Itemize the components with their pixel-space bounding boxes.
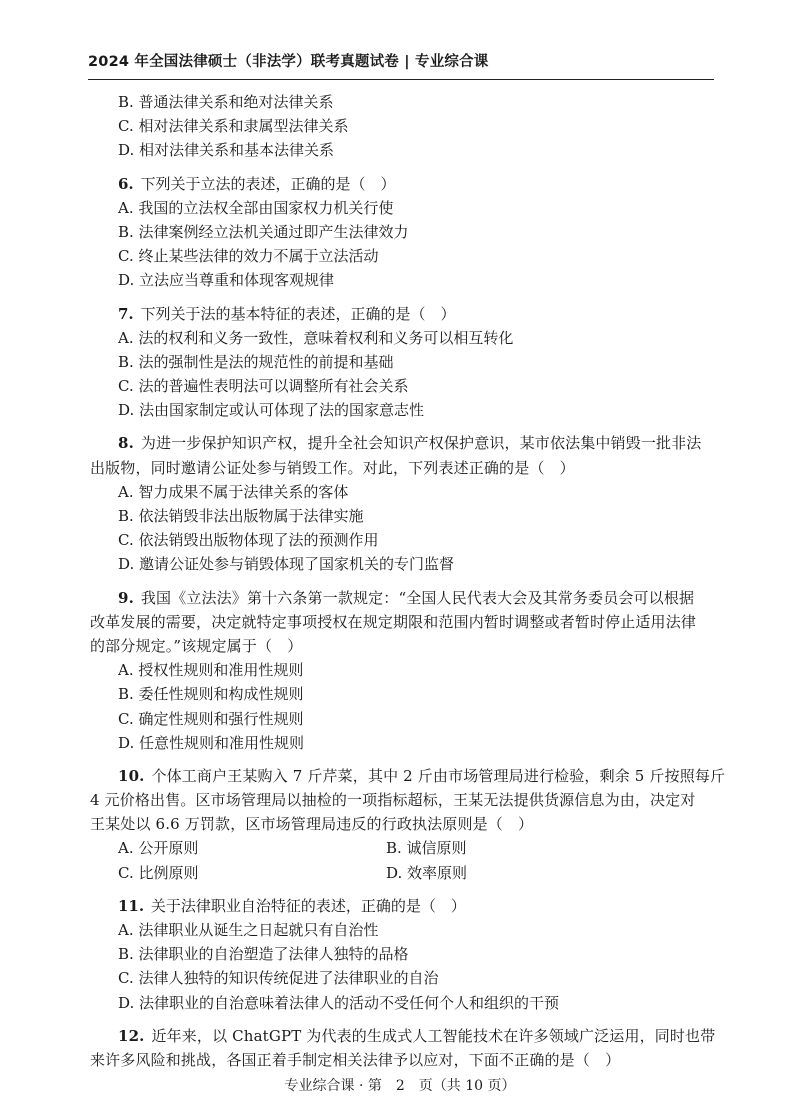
question-stem: 6. 下列关于立法的表述，正确的是（ ） (118, 174, 396, 193)
option: A. 智力成果不属于法律关系的客体 (118, 482, 349, 501)
question-stem: 11. 关于法律职业自治特征的表述，正确的是（ ） (118, 896, 466, 915)
option: A. 我国的立法权全部由国家权力机关行使 (118, 198, 394, 217)
option: A. 法律职业从诞生之日起就只有自治性 (118, 921, 379, 939)
option: C. 终止某些法律的效力不属于立法活动 (118, 247, 379, 266)
question-stem: 10. 个体工商户王某购入 7 斤芹菜，其中 2 斤由市场管理局进行检验，剩余 5 斤按照每斤 (118, 766, 726, 785)
option: C. 相对法律关系和隶属型法律关系 (118, 117, 349, 136)
question-7 (90, 302, 714, 423)
option: A. 授权性规则和准用性规则 (118, 661, 304, 680)
option-grid (90, 836, 714, 884)
option: D. 效率原则 (386, 863, 468, 882)
option: B. 诚信原则 (386, 839, 467, 858)
question-stem-cont: 的部分规定。”该规定属于（ ） (90, 636, 303, 655)
option: C. 确定性规则和强行性规则 (118, 709, 304, 728)
question-number: 9. (118, 588, 134, 607)
option: D. 邀请公证处参与销毁体现了国家机关的专门监督 (118, 555, 455, 574)
question-8 (90, 431, 714, 576)
question-number: 7. (118, 304, 134, 323)
option: C. 依法销毁出版物体现了法的预测作用 (118, 531, 379, 550)
option: C. 法律人独特的知识传统促进了法律职业的自治 (118, 969, 439, 988)
option: B. 法律案例经立法机关通过即产生法律效力 (118, 222, 409, 241)
question-stem-cont: 改革发展的需要，决定就特定事项授权在规定期限和范围内暂时调整或者暂时停止适用法律 (90, 612, 697, 631)
question-stem: 8. 为进一步保护知识产权，提升全社会知识产权保护意识，某市依法集中销毁一批非法 (118, 434, 702, 453)
question-10 (90, 764, 726, 885)
option: D. 立法应当尊重和体现客观规律 (118, 271, 335, 290)
question-stem-cont: 出版物，同时邀请公证处参与销毁工作。对此，下列表述正确的是（ ） (90, 458, 575, 477)
question-stem-cont: 王某处以 6.6 万罚款，区市场管理局违反的行政执法原则是（ ） (90, 815, 534, 834)
option: D. 相对法律关系和基本法律关系 (118, 141, 335, 160)
question-stem: 9. 我国《立法法》第十六条第一款规定：“全国人民代表大会及其常务委员会可以根据 (118, 588, 695, 607)
option: B. 依法销毁非法出版物属于法律实施 (118, 507, 364, 525)
option: B. 法律职业的自治塑造了法律人独特的品格 (118, 945, 409, 964)
question-11 (90, 894, 714, 1015)
question-stem-cont: 4 元价格出售。区市场管理局以抽检的一项指标超标，王某无法提供货源信息为由，决定对 (90, 791, 696, 810)
question-6 (90, 172, 714, 293)
question-12 (90, 1024, 714, 1072)
option: B. 法的强制性是法的规范性的前提和基础 (118, 352, 394, 371)
option: C. 法的普遍性表明法可以调整所有社会关系 (118, 377, 409, 396)
option: B. 委任性规则和构成性规则 (118, 685, 304, 704)
question-number: 12. (118, 1026, 145, 1045)
question-stem: 12. 近年来，以 ChatGPT 为代表的生成式人工智能技术在许多领域广泛运用，同时也带 (118, 1026, 716, 1045)
option: B. 普通法律关系和绝对法律关系 (118, 93, 334, 111)
question-number: 8. (118, 434, 134, 453)
option: D. 法律职业的自治意味着法律人的活动不受任何个人和组织的干预 (118, 993, 560, 1012)
option: D. 任意性规则和准用性规则 (118, 733, 305, 752)
option: A. 法的权利和义务一致性，意味着权利和义务可以相互转化 (118, 328, 514, 347)
option: C. 比例原则 (118, 863, 199, 882)
question-number: 11. (118, 896, 145, 915)
option: A. 公开原则 (118, 839, 199, 858)
page-footer: 专业综合课 · 第 2 页（共 10 页） (284, 1078, 516, 1094)
question-number: 10. (118, 766, 145, 785)
question-number: 6. (118, 174, 134, 193)
exam-content (90, 90, 726, 1072)
question-9 (90, 586, 714, 755)
question-stem: 7. 下列关于法的基本特征的表述，正确的是（ ） (118, 304, 456, 323)
prev-question-options (90, 90, 714, 163)
header-divider (88, 79, 714, 80)
question-stem-cont: 来许多风险和挑战，各国正着手制定相关法律予以应对，下面不正确的是（ ） (90, 1050, 621, 1069)
page-header: 2024 年全国法律硕士（非法学）联考真题试卷 | 专业综合课 (88, 54, 489, 70)
option: D. 法由国家制定或认可体现了法的国家意志性 (118, 401, 425, 420)
